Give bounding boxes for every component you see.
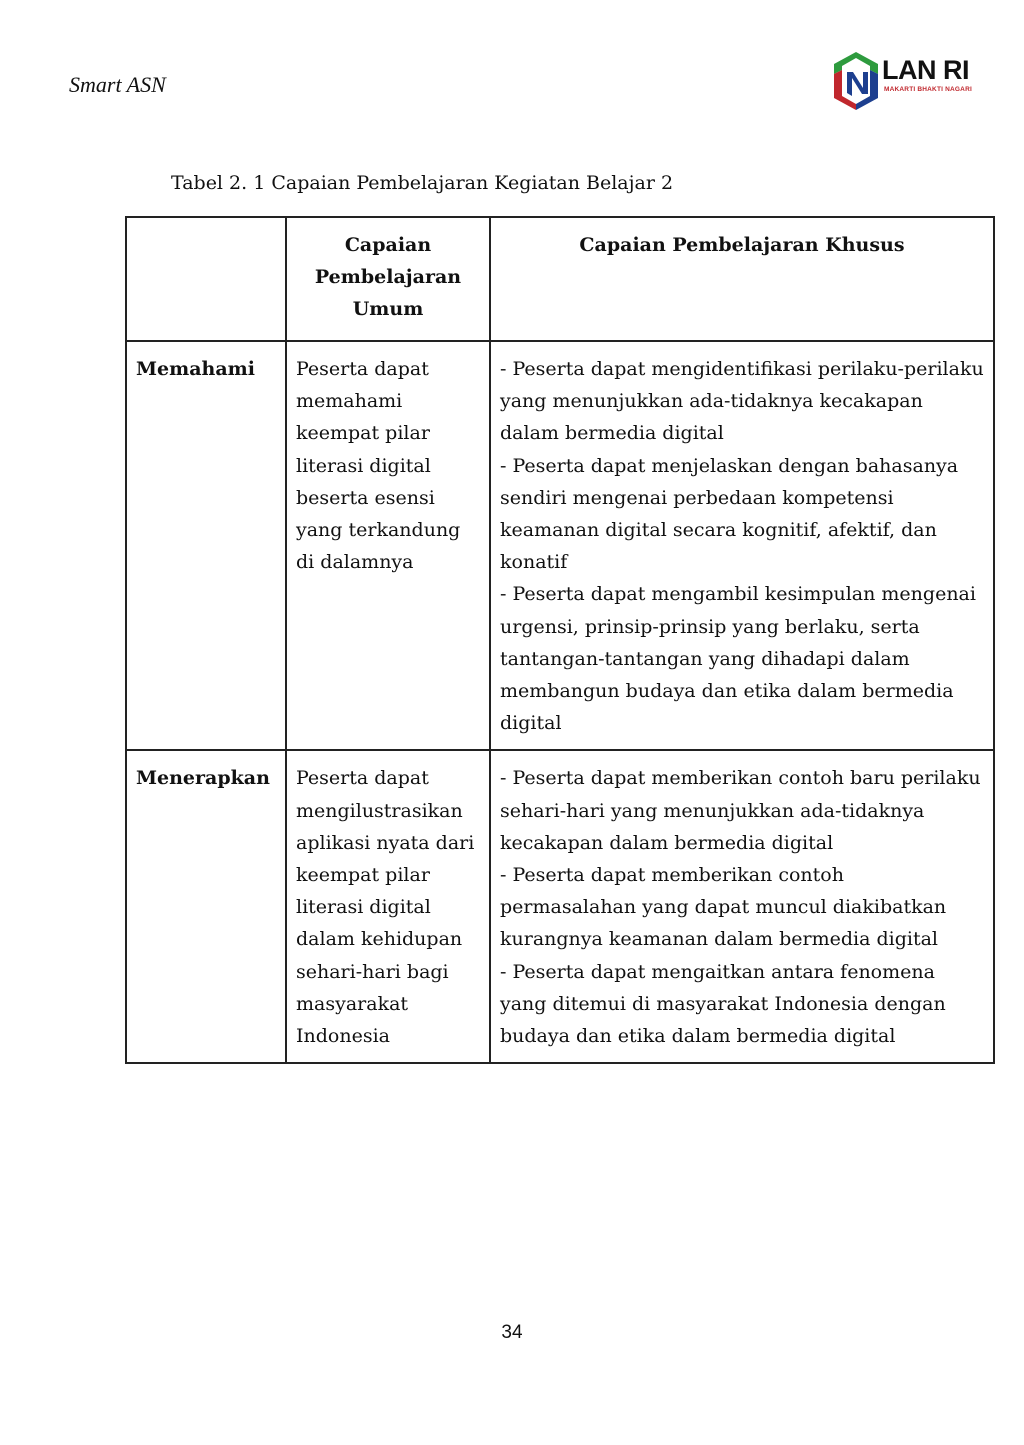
list-item: - Peserta dapat memberikan contoh permasalahan yang dapat muncul diakibatkan kurangnya keamanan dalam bermedia digital bbox=[500, 864, 947, 951]
table-caption: Tabel 2. 1 Capaian Pembelajaran Kegiatan Belajar 2 bbox=[171, 172, 674, 194]
header-cell-khusus: Capaian Pembelajaran Khusus bbox=[490, 217, 994, 341]
logo-tagline: MAKARTI BHAKTI NAGARI bbox=[884, 86, 972, 93]
header-title: Smart ASN bbox=[69, 72, 166, 97]
cell-khusus bbox=[490, 750, 994, 1063]
lan-ri-logo bbox=[830, 50, 990, 112]
table-header-row bbox=[126, 217, 994, 341]
row-label: Menerapkan bbox=[126, 750, 286, 1063]
cell-umum: Peserta dapat memahami keempat pilar literasi digital beserta esensi yang terkandung di dalamnya bbox=[286, 341, 490, 750]
page-number: 34 bbox=[501, 1322, 523, 1343]
list-item: - Peserta dapat mengaitkan antara fenomena yang ditemui di masyarakat Indonesia dengan budaya dan etika dalam bermedia digital bbox=[500, 960, 946, 1048]
header-cell-empty bbox=[126, 217, 286, 341]
table-row bbox=[126, 341, 994, 750]
header-cell-umum: Capaian Pembelajaran Umum bbox=[286, 217, 490, 341]
lan-ri-logo-mark bbox=[830, 50, 882, 112]
list-item: - Peserta dapat memberikan contoh baru perilaku sehari-hari yang menunjukkan ada-tidaknya kecakapan dalam bermedia digital bbox=[500, 767, 981, 854]
row-label: Memahami bbox=[126, 341, 286, 750]
list-item: - Peserta dapat mengambil kesimpulan mengenai urgensi, prinsip-prinsip yang berlaku, serta tantangan-tantangan yang dihadapi dalam membangun budaya dan etika dalam bermedia digital bbox=[500, 583, 976, 735]
cell-khusus bbox=[490, 341, 994, 750]
list-item: - Peserta dapat menjelaskan dengan bahasanya sendiri mengenai perbedaan kompetensi keamanan digital secara kognitif, afektif, dan konatif bbox=[500, 454, 959, 574]
list-item: - Peserta dapat mengidentifikasi perilaku-perilaku yang menunjukkan ada-tidaknya kecakapan dalam bermedia digital bbox=[500, 358, 984, 445]
cell-umum: Peserta dapat mengilustrasikan aplikasi nyata dari keempat pilar literasi digital dalam kehidupan sehari-hari bagi masyarakat Indonesia bbox=[286, 750, 490, 1063]
logo-name: LAN RI bbox=[882, 55, 969, 85]
learning-outcomes-table bbox=[125, 216, 995, 1064]
table-row bbox=[126, 750, 994, 1063]
